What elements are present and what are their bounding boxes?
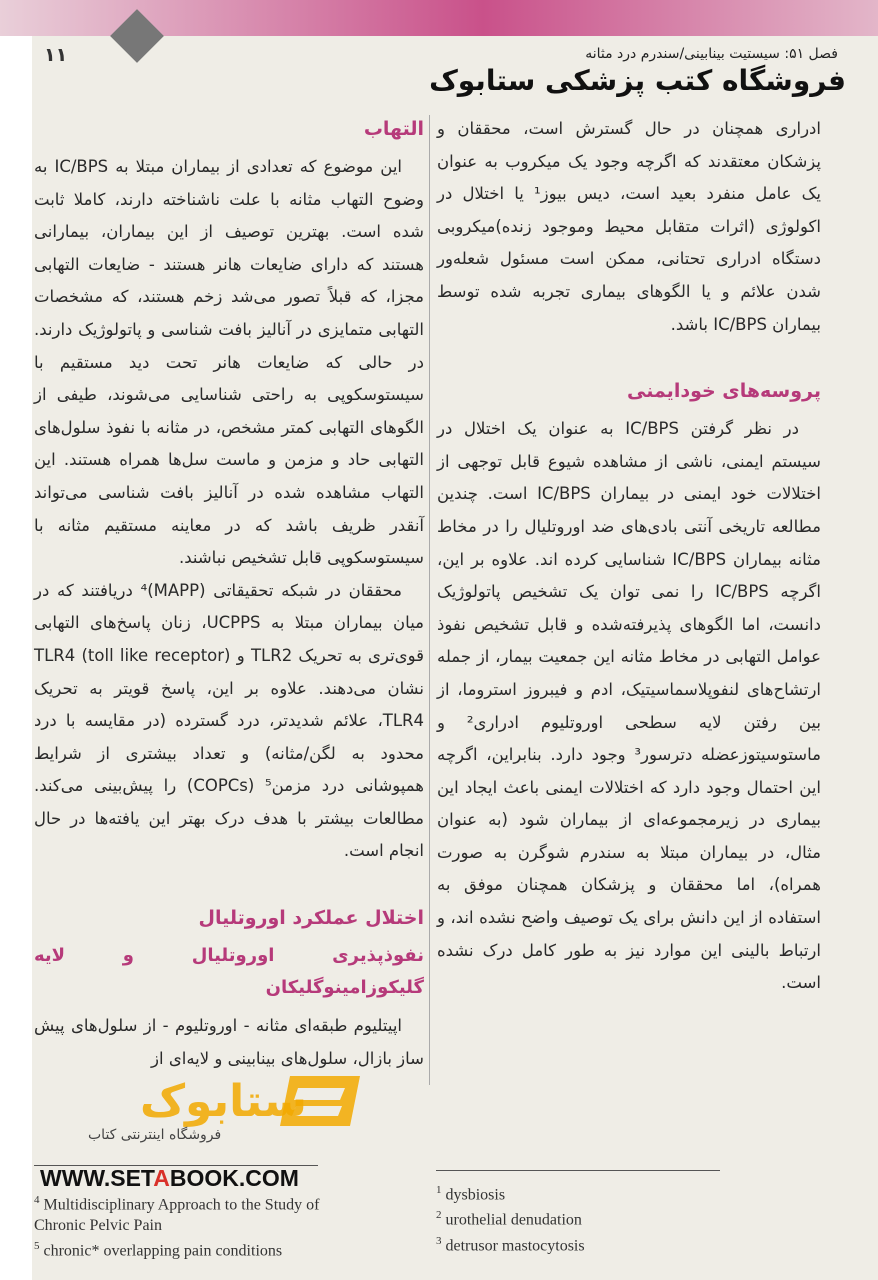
logo-subtitle: فروشگاه اینترنتی کتاب bbox=[88, 1127, 222, 1143]
permeability-subheading: نفوذپذیری اوروتلیال و لایه گلیکوزامینوگلیکان bbox=[34, 945, 424, 999]
page-margin-strip bbox=[0, 36, 32, 1280]
footnote-item: Chronic Pelvic Pain bbox=[34, 1217, 162, 1235]
column-divider bbox=[429, 115, 430, 1085]
page-number: ۱۱ bbox=[44, 44, 68, 66]
footnote-rule-right bbox=[436, 1170, 720, 1171]
logo-text: ستابوک bbox=[140, 1076, 307, 1127]
inflammation-paragraph: این موضوع که تعدادی از بیماران مبتلا به IC/BPS به وضوح التهاب مثانه با علت ناشناخته دارند، کاملا ثابت شده است. بهترین توصیف از این بیماران، بیمارانی هستند که دارای ضایعات هانر هستند - ضایعات التهابی مجزا، که قبلاً تصور می‌شد زخم هستند، که مشخصات التهابی متمایزی در آنالیز بافت شناسی و پاتولوژیک دارند. در حالی که ضایعات هانر تحت دید مستقیم با سیستوسکوپی به راحتی شناسایی می‌شوند، طیفی از الگوهای التهابی کمتر مشخص، در مثانه با نفوذ سلول‌های التهابی حاد و مزمن و ماست سل‌ها همراه هستند. این التهاب مشاهده شده در آنالیز بافت شناسی می‌تواند آنقدر ظریف باشد که در معاینه مستقیم مثانه با سیستوسکوپی قابل تشخیص نباشند. bbox=[34, 157, 424, 568]
mapp-paragraph: محققان در شبکه تحقیقاتی (MAPP)⁴ دریافتند که در میان بیماران مبتلا به UCPPS، زنان پاسخ‌های التهابی قوی‌تری به تحریک TLR2 و TLR4 (toll like receptor) نشان می‌دهند. علاوه بر این، پاسخ قویتر به تحریک TLR4، علائم شدیدتر، درد گسترده (در مقایسه با درد محدود به لگن/مثانه) و تعداد بیشتری از شرایط همپوشانی درد مزمن⁵ (COPCs) را پیش‌بینی می‌کند. مطالعات بیشتر با هدف درک بهتر این یافته‌ها در حال انجام است. bbox=[34, 580, 425, 861]
footnotes-right bbox=[436, 1180, 585, 1256]
epithelium-paragraph: اپیتلیوم طبقه‌ای مثانه - اوروتلیوم - از سلول‌های پیش ساز بازال، سلول‌های بینابینی و لایه‌ای از bbox=[34, 1016, 424, 1068]
footnote-item: $^1$ dysbiosis bbox=[436, 1184, 506, 1204]
intro-paragraph: ادراری همچنان در حال گسترش است، محققان و پزشکان معتقدند که اگرچه وجود یک میکروب به عنوان یک عامل منفرد بعید است، دیس بیوز¹ یا اختلال در اکولوژی (اثرات متقابل محیط وموجود زنده)میکروبی دستگاه ادراری تحتانی، ممکن است مسئول شعله‌ور شدن علائم و یا الگوهای بیماری تجربه شده توسط بیماران IC/BPS باشد. bbox=[437, 119, 821, 334]
right-column bbox=[437, 113, 821, 1000]
autoimmune-paragraph: در نظر گرفتن IC/BPS به عنوان یک اختلال در سیستم ایمنی، ناشی از مشاهده شیوع قابل توجهی از اختلالات خود ایمنی در بیماران IC/BPS است. چندین مطالعه تاریخی آنتی بادی‌های ضد اوروتلیال را در مخاط مثانه بیماران IC/BPS شناسایی کرده اند. علاوه بر این، اگرچه IC/BPS را نمی توان یک تشخیص پاتولوژیک دانست، اما الگوهای پذیرفته‌شده و قابل تشخیص نفوذ عوامل التهابی در مخاط مثانه این جمعیت بیمار، از جمله ارتشاح‌های لنفوپلاسماسیتیک، ادم و فیبروز استروما، از بین رفتن لایه سطحی اوروتلیوم ادراری² و ماستوسیتوزعضله دترسور³ وجود دارد. بنابراین، اگرچه این احتمال وجود دارد که اختلالات ایمنی باعث ایجاد این بیماری در زیرمجموعه‌ای از بیماران شود (به عنوان مثال، در بیماران مبتلا به سندرم شوگرن به صورت همراه)، اما محققان و پزشکان همچنان موفق به استفاده از این دانش برای یک توصیف واضح نشده اند، و ارتباط بالینی این موارد نیز به طور کامل درک نشده است. bbox=[437, 419, 821, 993]
footnote-item: $^5$ chronic* overlapping pain conditions bbox=[34, 1240, 283, 1260]
left-column bbox=[34, 113, 424, 1075]
website-watermark[interactable]: WWW.SETABOOK.COM bbox=[40, 1165, 299, 1191]
urothelial-dysfunction-heading: اختلال عملکرد اوروتلیال bbox=[198, 907, 424, 930]
chapter-title: فصل ۵۱: سیستیت بینابینی/سندرم درد مثانه bbox=[585, 46, 838, 62]
inflammation-heading: التهاب bbox=[363, 118, 424, 140]
store-banner: فروشگاه کتب پزشکی ستابوک bbox=[429, 64, 846, 97]
autoimmune-heading: پروسه‌های خودایمنی bbox=[626, 380, 821, 403]
footnote-item: $^4$ Multidisciplinary Approach to the Study of bbox=[34, 1194, 320, 1214]
footnote-item: $^3$ detrusor mastocytosis bbox=[436, 1234, 585, 1254]
footnote-item: $^2$ urothelial denudation bbox=[436, 1209, 582, 1229]
